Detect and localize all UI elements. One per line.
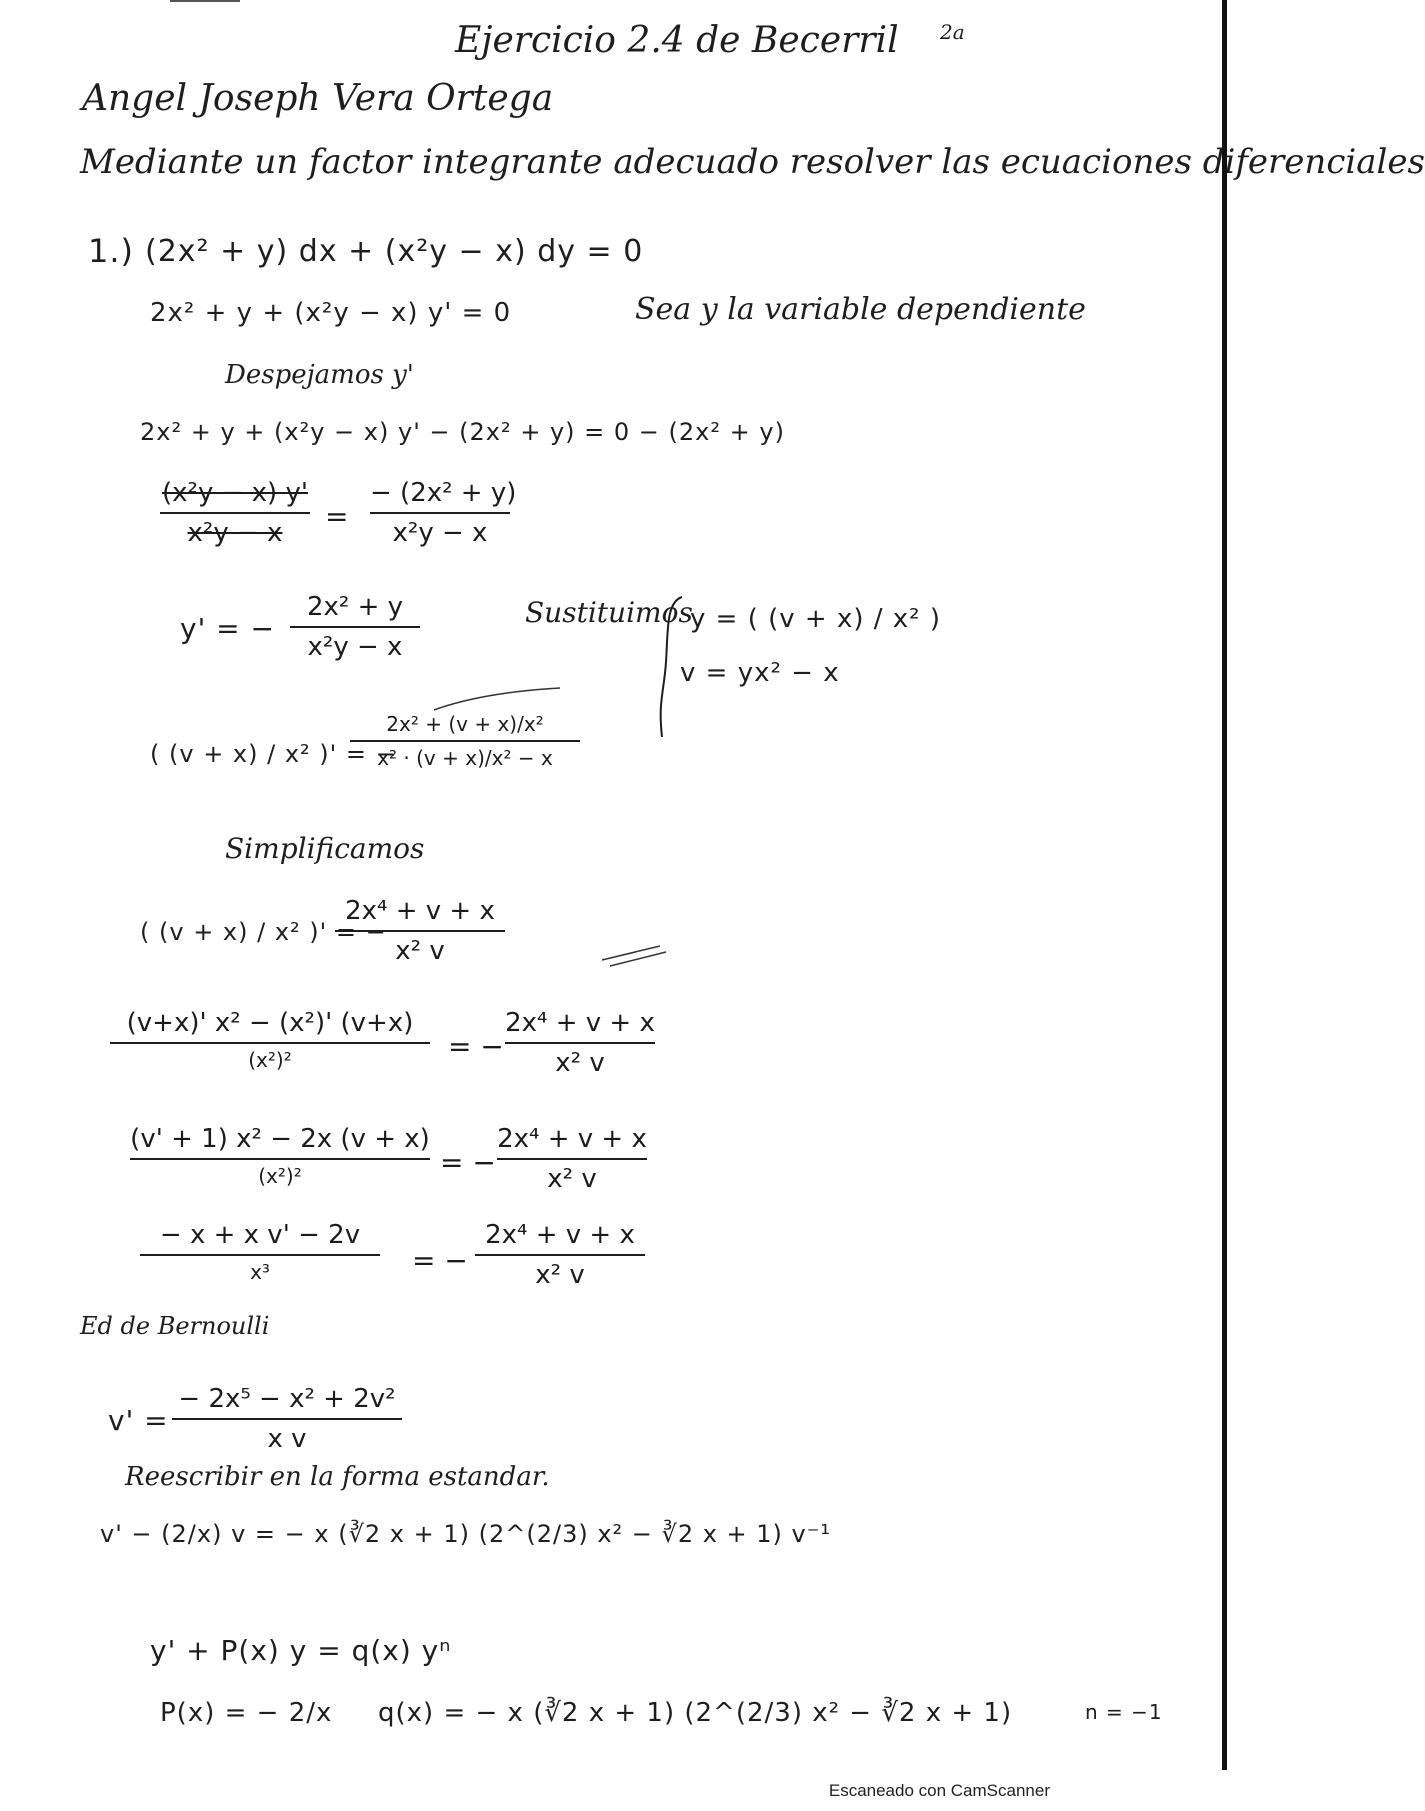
numerator: − x + x v' − 2v: [159, 1220, 361, 1250]
step-9-right-fraction: [475, 1220, 645, 1290]
step-2: 2x² + y + (x²y − x) y' − (2x² + y) = 0 − (2x² + y): [140, 418, 785, 446]
problem-equation: (2x² + y) dx + (x²y − x) dy = 0: [145, 234, 644, 269]
numerator: 2x⁴ + v + x: [345, 896, 495, 926]
check-scribble: [600, 938, 670, 968]
sustituimos-label: Sustituimos: [525, 596, 693, 629]
scan-edge-mark: [170, 0, 240, 2]
numerator: (x²y − x) y': [162, 478, 308, 508]
substitution-y: y = ( (v + x) / x² ): [690, 604, 941, 634]
fraction-bar: [335, 930, 505, 932]
step-8-right-fraction: [497, 1124, 647, 1194]
step-5-fraction: [350, 712, 580, 770]
fraction-bar: [475, 1254, 645, 1256]
numerator: (v+x)' x² − (x²)' (v+x): [126, 1008, 414, 1038]
numerator: − 2x⁵ − x² + 2v²: [178, 1384, 396, 1414]
numerator: 2x² + (v + x)/x²: [386, 712, 544, 736]
denominator: x²y − x: [187, 518, 283, 548]
step-3-right-fraction: [370, 478, 517, 548]
denominator: x v: [267, 1424, 307, 1454]
step-3-left-fraction: [160, 478, 310, 548]
numerator: 2x⁴ + v + x: [505, 1008, 655, 1038]
step-13-n: n = −1: [1085, 1700, 1163, 1724]
denominator: x² · (v + x)/x² − x: [377, 746, 553, 770]
step-12: y' + P(x) y = q(x) yⁿ: [150, 1634, 452, 1667]
despejar-note: Despejamos y': [225, 360, 414, 390]
numerator: 2x² + y: [306, 592, 404, 622]
fraction-bar: [497, 1158, 647, 1160]
camscanner-watermark: Escaneado con CamScanner: [828, 1781, 1050, 1800]
equals-minus: = −: [440, 1146, 496, 1179]
step-6-fraction: [335, 896, 505, 966]
instruction-text: Mediante un factor integrante adecuado resolver las ecuaciones diferenciales: [80, 142, 1425, 182]
denominator: (x²)²: [248, 1048, 292, 1072]
equals-minus: = −: [448, 1030, 504, 1063]
numerator: 2x⁴ + v + x: [497, 1124, 647, 1154]
page-edge-rule: [1222, 0, 1227, 1770]
bernoulli-label: Ed de Bernoulli: [80, 1312, 270, 1340]
fraction-bar: [140, 1254, 380, 1256]
substitution-v: v = yx² − x: [680, 658, 840, 688]
step-4-fraction: [290, 592, 420, 662]
step-10-lhs: v' =: [108, 1404, 169, 1437]
equals-minus: = −: [412, 1244, 468, 1277]
step-1-note: Sea y la variable dependiente: [635, 292, 1086, 327]
denominator: x³: [250, 1260, 270, 1284]
author-name: Angel Joseph Vera Ortega: [82, 78, 554, 119]
fraction-bar: [172, 1418, 402, 1420]
step-7-left-fraction: [110, 1008, 430, 1072]
step-4-lhs: y' = −: [180, 612, 275, 645]
arrow-line: [432, 684, 562, 714]
step-13-p: P(x) = − 2/x: [160, 1698, 333, 1728]
equals-sign: =: [325, 500, 349, 533]
denominator: (x²)²: [258, 1164, 302, 1188]
denominator: x²y − x: [307, 632, 403, 662]
step-7-right-fraction: [505, 1008, 655, 1078]
step-10-fraction: [172, 1384, 402, 1454]
denominator: x² v: [555, 1048, 605, 1078]
exercise-title: Ejercicio 2.4 de Becerril: [455, 20, 899, 61]
simplificamos-label: Simplificamos: [225, 832, 425, 865]
denominator: x² v: [547, 1164, 597, 1194]
fraction-bar: [130, 1158, 430, 1160]
fraction-bar: [505, 1042, 655, 1044]
numerator: 2x⁴ + v + x: [485, 1220, 635, 1250]
denominator: x²y − x: [392, 518, 488, 548]
denominator: x² v: [535, 1260, 585, 1290]
step-8-left-fraction: [130, 1124, 430, 1188]
step-1: 2x² + y + (x²y − x) y' = 0: [150, 298, 512, 328]
numerator: (v' + 1) x² − 2x (v + x): [130, 1124, 430, 1154]
denominator: x² v: [395, 936, 445, 966]
page-mark: 2a: [940, 20, 965, 44]
fraction-bar: [110, 1042, 430, 1044]
step-13-q: q(x) = − x (∛2 x + 1) (2^(2/3) x² − ∛2 x + 1): [378, 1698, 1013, 1728]
step-11: v' − (2/x) v = − x (∛2 x + 1) (2^(2/3) x² − ∛2 x + 1) v⁻¹: [100, 1520, 832, 1548]
fraction-bar: [370, 512, 510, 514]
step-5-lhs: ( (v + x) / x² )' = −: [150, 740, 397, 768]
fraction-bar: [290, 626, 420, 628]
problem-label: 1.): [88, 232, 135, 270]
numerator: − (2x² + y): [370, 478, 517, 508]
reescribir-label: Reescribir en la forma estandar.: [125, 1462, 550, 1492]
fraction-bar: [350, 740, 580, 742]
fraction-bar: [160, 512, 310, 514]
step-6-lhs: ( (v + x) / x² )' = −: [140, 918, 387, 946]
step-9-left-fraction: [140, 1220, 380, 1284]
